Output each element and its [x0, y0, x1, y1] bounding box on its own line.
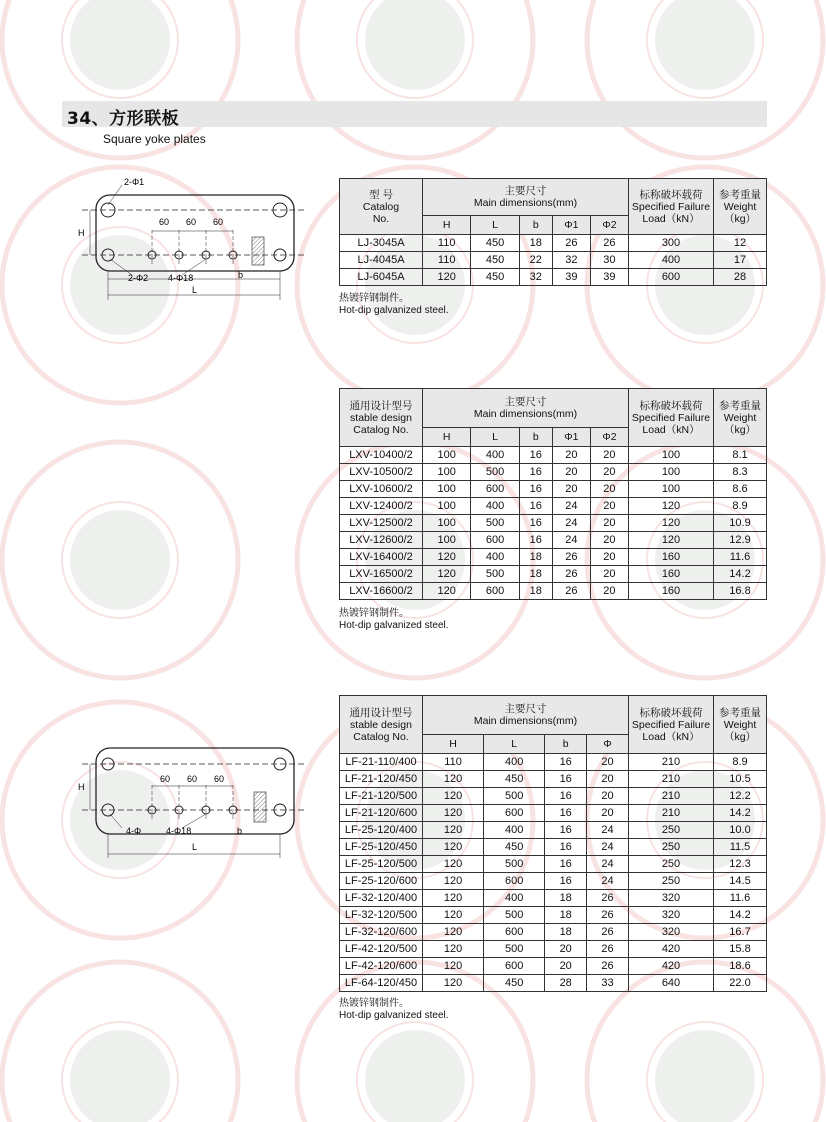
table-cell: 16 [545, 856, 587, 873]
table-row [340, 958, 767, 975]
table-cell: 100 [423, 464, 471, 481]
table-cell: 300 [629, 235, 714, 252]
table-cell: 120 [423, 566, 471, 583]
label-b-2: b [237, 826, 243, 836]
table-cell: 450 [484, 839, 545, 856]
table-cell: 120 [423, 856, 484, 873]
table-cell: 12 [714, 235, 767, 252]
table-cell: 20 [587, 805, 629, 822]
table-cell: 26 [587, 958, 629, 975]
table-cell: 32 [552, 252, 590, 269]
table-row [340, 754, 767, 771]
spec-table-3 [339, 695, 767, 992]
table-row [340, 822, 767, 839]
label-dim-3: 60 [213, 217, 224, 227]
table-cell: 18 [545, 924, 587, 941]
table-cell: 400 [484, 822, 545, 839]
table-cell: 210 [629, 788, 714, 805]
table-row [340, 269, 767, 286]
table-cell: 100 [423, 515, 471, 532]
table-cell: 18 [519, 235, 552, 252]
table-cell: 320 [629, 907, 714, 924]
table-cell: 120 [423, 583, 471, 600]
table3-col-b: b [545, 735, 587, 754]
table-cell: 26 [590, 235, 628, 252]
table-cell: 120 [423, 873, 484, 890]
table-cell: 500 [471, 515, 519, 532]
table-cell: 500 [484, 788, 545, 805]
table-cell: 18.6 [714, 958, 767, 975]
table-cell: 26 [552, 566, 590, 583]
table-cell: 20 [545, 958, 587, 975]
table-cell: 320 [629, 924, 714, 941]
table-cell: 20 [552, 447, 590, 464]
table-cell: 120 [629, 498, 714, 515]
table-row [340, 839, 767, 856]
table3-dims-header: 主要尺寸 Main dimensions(mm) [423, 696, 629, 735]
table-cell: 14.2 [714, 805, 767, 822]
table-cell: 120 [423, 788, 484, 805]
table-cell: 28 [714, 269, 767, 286]
table-cell: 120 [629, 532, 714, 549]
label-hole-top: 2-Φ1 [124, 177, 145, 187]
table-cell: 22.0 [714, 975, 767, 992]
table-row [340, 975, 767, 992]
table-row [340, 235, 767, 252]
table-row [340, 515, 767, 532]
table3-note-cn: 热镀锌钢制件。 [339, 998, 409, 1009]
label-h-2: H [78, 782, 85, 792]
table-cell: 8.1 [714, 447, 767, 464]
table1-weight-header: 参考重量 Weight （kg） [714, 179, 767, 235]
table-row [340, 252, 767, 269]
table-cell: 20 [590, 549, 628, 566]
table-cell: 24 [552, 498, 590, 515]
table-row [340, 907, 767, 924]
table-cell: 24 [552, 515, 590, 532]
table-cell: 24 [552, 532, 590, 549]
table-cell: 640 [629, 975, 714, 992]
table-cell: 600 [484, 873, 545, 890]
table-cell: 16 [519, 481, 552, 498]
table-cell: 16 [545, 873, 587, 890]
table-cell: 250 [629, 839, 714, 856]
table-cell: 120 [423, 907, 484, 924]
table-cell: 210 [629, 805, 714, 822]
table-cell: 450 [471, 235, 519, 252]
table-cell: 22 [519, 252, 552, 269]
table-cell: 8.9 [714, 498, 767, 515]
table-cell: 12.2 [714, 788, 767, 805]
label-hole-end: 4-Φ [126, 826, 142, 836]
section-title: 34、方形联板 [67, 109, 180, 129]
table-cell: LXV-12500/2 [340, 515, 423, 532]
table-row [340, 856, 767, 873]
label-dim-2-3: 60 [214, 774, 225, 784]
table-cell: 600 [484, 805, 545, 822]
table-cell: 20 [590, 464, 628, 481]
table-cell: 8.6 [714, 481, 767, 498]
label-dim-1: 60 [159, 217, 170, 227]
table-cell: 18 [519, 549, 552, 566]
table2-dims-header: 主要尺寸 Main dimensions(mm) [423, 389, 629, 428]
table-row [340, 549, 767, 566]
table-cell: 120 [423, 924, 484, 941]
table3-load-header: 标称破坏载荷 Specified Failure Load（kN） [629, 696, 714, 754]
table-cell: 250 [629, 822, 714, 839]
table1-model-header: 型 号 Catalog No. [340, 179, 423, 235]
table2-note [339, 608, 449, 632]
table-cell: 14.2 [714, 566, 767, 583]
table1-note-cn: 热镀锌钢制件。 [339, 293, 409, 304]
table-row [340, 873, 767, 890]
yoke-plate-drawing-1 [72, 175, 312, 310]
table-cell: 15.8 [714, 941, 767, 958]
table3-note-en: Hot-dip galvanized steel. [339, 1010, 449, 1021]
table-cell: LF-21-120/600 [340, 805, 423, 822]
table-cell: LXV-16500/2 [340, 566, 423, 583]
label-l: L [192, 285, 198, 295]
table-cell: 26 [587, 924, 629, 941]
label-hole-mid-2: 4-Φ18 [166, 826, 192, 836]
table-cell: 20 [587, 754, 629, 771]
table-cell: 500 [471, 464, 519, 481]
table-cell: 24 [587, 856, 629, 873]
table-cell: 26 [552, 583, 590, 600]
table-cell: 26 [552, 235, 590, 252]
table-cell: 20 [590, 498, 628, 515]
table-cell: LF-25-120/600 [340, 873, 423, 890]
table-cell: 160 [629, 566, 714, 583]
table-row [340, 788, 767, 805]
table-cell: LF-25-120/500 [340, 856, 423, 873]
table-cell: 26 [552, 549, 590, 566]
table-row [340, 498, 767, 515]
table-cell: 420 [629, 941, 714, 958]
table-cell: 120 [423, 890, 484, 907]
table2-col-phi2: Φ2 [590, 428, 628, 447]
table-cell: 14.2 [714, 907, 767, 924]
table-cell: 18 [545, 907, 587, 924]
table-cell: 600 [471, 532, 519, 549]
table-cell: 20 [590, 583, 628, 600]
table-cell: LF-21-110/400 [340, 754, 423, 771]
table-cell: 120 [423, 839, 484, 856]
table-cell: 16 [519, 515, 552, 532]
table1-note [339, 293, 449, 317]
table-cell: 450 [484, 771, 545, 788]
table-cell: LF-32-120/500 [340, 907, 423, 924]
table2-note-cn: 热镀锌钢制件。 [339, 608, 409, 619]
table-cell: LXV-10500/2 [340, 464, 423, 481]
table2-note-en: Hot-dip galvanized steel. [339, 620, 449, 631]
table-cell: 600 [471, 481, 519, 498]
table-cell: 39 [552, 269, 590, 286]
table-cell: 100 [423, 532, 471, 549]
table-cell: 100 [423, 447, 471, 464]
table-cell: 100 [629, 481, 714, 498]
table-cell: 10.0 [714, 822, 767, 839]
section-subtitle: Square yoke plates [103, 132, 206, 146]
table-cell: LF-42-120/500 [340, 941, 423, 958]
table-cell: 500 [484, 856, 545, 873]
table-cell: 18 [545, 890, 587, 907]
table-cell: 16.8 [714, 583, 767, 600]
table-cell: 250 [629, 856, 714, 873]
table-cell: 16 [519, 447, 552, 464]
table-cell: LXV-10400/2 [340, 447, 423, 464]
table-cell: 600 [629, 269, 714, 286]
table-cell: 120 [629, 515, 714, 532]
table-cell: 18 [519, 583, 552, 600]
table-cell: 420 [629, 958, 714, 975]
table-cell: 400 [471, 447, 519, 464]
table-cell: LJ-6045A [340, 269, 423, 286]
table1-dims-header: 主要尺寸 Main dimensions(mm) [423, 179, 629, 216]
table-cell: LXV-12400/2 [340, 498, 423, 515]
table-cell: 32 [519, 269, 552, 286]
table-cell: 120 [423, 269, 471, 286]
table-cell: 120 [423, 771, 484, 788]
table2-col-b: b [519, 428, 552, 447]
table-cell: 210 [629, 771, 714, 788]
table1-note-en: Hot-dip galvanized steel. [339, 305, 449, 316]
table2-col-l: L [471, 428, 519, 447]
table-cell: 11.5 [714, 839, 767, 856]
table-cell: LXV-16600/2 [340, 583, 423, 600]
table-cell: 16 [519, 532, 552, 549]
yoke-plate-drawing-2 [72, 740, 312, 860]
table-row [340, 924, 767, 941]
table-cell: LJ-4045A [340, 252, 423, 269]
table-cell: 20 [590, 566, 628, 583]
table-cell: 120 [423, 975, 484, 992]
table-cell: 110 [423, 235, 471, 252]
table-cell: 33 [587, 975, 629, 992]
table-row [340, 481, 767, 498]
table3-model-header: 通用设计型号 stable design Catalog No. [340, 696, 423, 754]
table-cell: 24 [587, 822, 629, 839]
table-cell: 16 [545, 771, 587, 788]
label-l-2: L [192, 842, 198, 852]
table-cell: 16 [519, 464, 552, 481]
table-cell: 8.3 [714, 464, 767, 481]
table2-col-h: H [423, 428, 471, 447]
table-cell: 600 [484, 924, 545, 941]
table-cell: 400 [484, 754, 545, 771]
table-cell: 120 [423, 549, 471, 566]
table-cell: 120 [423, 958, 484, 975]
label-b: b [238, 270, 244, 280]
table-cell: LF-32-120/400 [340, 890, 423, 907]
table-cell: 26 [587, 941, 629, 958]
table3-col-h: H [423, 735, 484, 754]
table-cell: 500 [471, 566, 519, 583]
table-cell: LF-21-120/500 [340, 788, 423, 805]
table3-col-l: L [484, 735, 545, 754]
table-cell: 120 [423, 805, 484, 822]
table-cell: 600 [471, 583, 519, 600]
table-cell: 400 [484, 890, 545, 907]
table-cell: 320 [629, 890, 714, 907]
table-cell: 17 [714, 252, 767, 269]
table-cell: 400 [629, 252, 714, 269]
table-cell: 8.9 [714, 754, 767, 771]
table-cell: 39 [590, 269, 628, 286]
table-row [340, 890, 767, 907]
table-cell: 100 [629, 464, 714, 481]
table-cell: 400 [471, 549, 519, 566]
table-cell: 20 [545, 941, 587, 958]
table-cell: 28 [545, 975, 587, 992]
table-cell: 450 [471, 269, 519, 286]
table-cell: 100 [423, 498, 471, 515]
table-cell: LXV-12600/2 [340, 532, 423, 549]
table-cell: 400 [471, 498, 519, 515]
table-cell: LXV-10600/2 [340, 481, 423, 498]
table-row [340, 464, 767, 481]
label-hole-bottom: 2-Φ2 [128, 273, 149, 283]
table-cell: 16 [545, 839, 587, 856]
table-cell: 20 [552, 481, 590, 498]
table-cell: 14.5 [714, 873, 767, 890]
table-cell: 24 [587, 839, 629, 856]
table-cell: 250 [629, 873, 714, 890]
table-cell: 450 [471, 252, 519, 269]
table-cell: 500 [484, 907, 545, 924]
table-cell: 210 [629, 754, 714, 771]
table-cell: 100 [423, 481, 471, 498]
table-cell: 120 [423, 822, 484, 839]
table-cell: 600 [484, 958, 545, 975]
table-cell: 20 [587, 771, 629, 788]
spec-table-1 [339, 178, 767, 286]
table1-col-h: H [423, 216, 471, 235]
spec-table-2 [339, 388, 767, 600]
label-dim-2-2: 60 [187, 774, 198, 784]
table-cell: 20 [552, 464, 590, 481]
table-cell: 11.6 [714, 890, 767, 907]
table2-weight-header: 参考重量 Weight （kg） [714, 389, 767, 447]
table1-load-header: 标称破坏载荷 Specified Failure Load（kN） [629, 179, 714, 235]
table-cell: 20 [590, 515, 628, 532]
table3-weight-header: 参考重量 Weight （kg） [714, 696, 767, 754]
table-cell: 20 [590, 447, 628, 464]
table-cell: 24 [587, 873, 629, 890]
table-cell: 450 [484, 975, 545, 992]
table2-col-phi1: Φ1 [552, 428, 590, 447]
table-cell: LF-42-120/600 [340, 958, 423, 975]
table-cell: 26 [587, 907, 629, 924]
table-cell: 30 [590, 252, 628, 269]
table3-col-phi: Φ [587, 735, 629, 754]
table-cell: 20 [590, 532, 628, 549]
table-cell: 12.3 [714, 856, 767, 873]
label-h: H [78, 228, 85, 238]
table-cell: 16 [545, 822, 587, 839]
table-row [340, 583, 767, 600]
table-cell: 16 [519, 498, 552, 515]
label-dim-2: 60 [186, 217, 197, 227]
table-row [340, 771, 767, 788]
table-cell: 110 [423, 252, 471, 269]
table1-col-b: b [519, 216, 552, 235]
table-cell: 20 [590, 481, 628, 498]
table-cell: 12.9 [714, 532, 767, 549]
table-cell: LF-25-120/400 [340, 822, 423, 839]
table-cell: LF-21-120/450 [340, 771, 423, 788]
table-cell: LJ-3045A [340, 235, 423, 252]
label-hole-mid: 4-Φ18 [168, 273, 194, 283]
table-cell: 10.5 [714, 771, 767, 788]
table-cell: 18 [519, 566, 552, 583]
label-dim-2-1: 60 [160, 774, 171, 784]
table2-model-header: 通用设计型号 stable design Catalog No. [340, 389, 423, 447]
table-row [340, 447, 767, 464]
table-cell: 110 [423, 754, 484, 771]
table-cell: 500 [484, 941, 545, 958]
table-row [340, 941, 767, 958]
table-cell: 26 [587, 890, 629, 907]
table-cell: 16.7 [714, 924, 767, 941]
table-cell: 16 [545, 788, 587, 805]
table-cell: 11.6 [714, 549, 767, 566]
table3-note [339, 998, 449, 1022]
table1-col-phi2: Φ2 [590, 216, 628, 235]
table-row [340, 805, 767, 822]
table-cell: 100 [629, 447, 714, 464]
table2-load-header: 标称破坏载荷 Specified Failure Load（kN） [629, 389, 714, 447]
table-cell: 20 [587, 788, 629, 805]
table-cell: LF-32-120/600 [340, 924, 423, 941]
table1-col-l: L [471, 216, 519, 235]
table-cell: 160 [629, 549, 714, 566]
table-cell: 120 [423, 941, 484, 958]
table-cell: LF-64-120/450 [340, 975, 423, 992]
table-row [340, 566, 767, 583]
table-cell: 16 [545, 754, 587, 771]
table-cell: 10.9 [714, 515, 767, 532]
table-cell: LF-25-120/450 [340, 839, 423, 856]
table-cell: 16 [545, 805, 587, 822]
table1-col-phi1: Φ1 [552, 216, 590, 235]
table-cell: LXV-16400/2 [340, 549, 423, 566]
table-cell: 160 [629, 583, 714, 600]
table-row [340, 532, 767, 549]
